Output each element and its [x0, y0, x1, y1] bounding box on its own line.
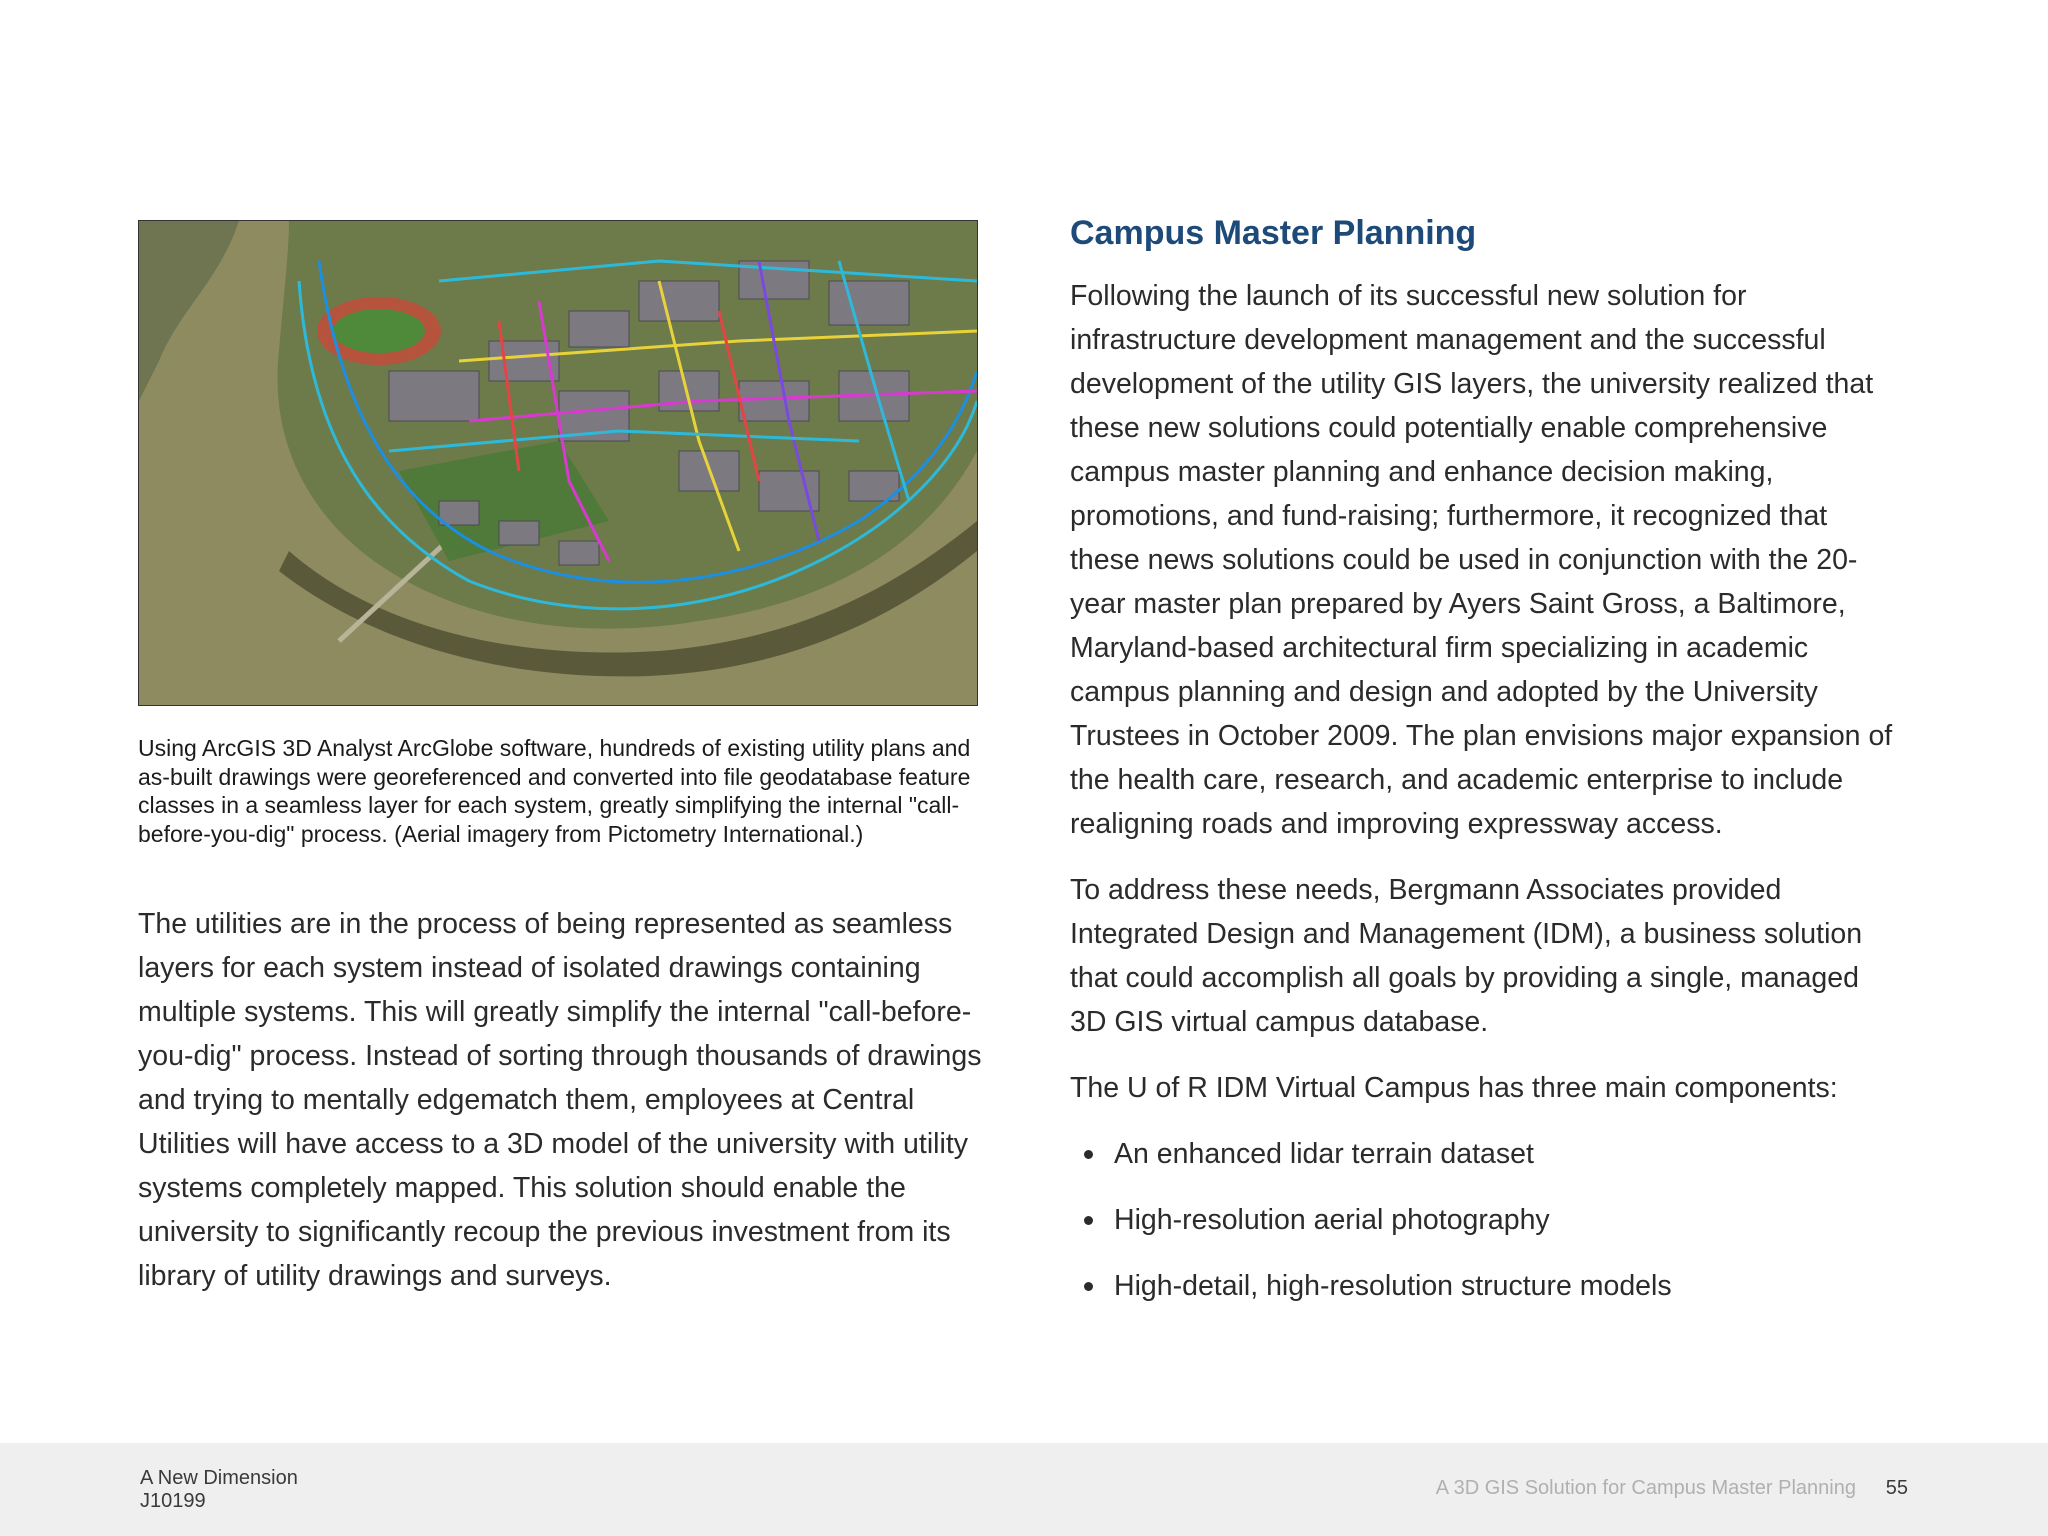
left-body-paragraph: The utilities are in the process of being represented as seamless layers for each system instead of isolated drawings containing multiple systems. This will greatly simplify the internal "call-before-you-dig" process. Instead of sorting through thousands of drawings and trying to mentally edgematch them, employees at Central Utilities will have access to a 3D model of the university with utility systems completely mapped. This solution should enable the university to significantly recoup the previous investment from its library of utility drawings and surveys.	[138, 908, 982, 1292]
page-number: 55	[1885, 1477, 1908, 1499]
footer-book-info	[140, 1467, 298, 1513]
list-item-text: High-detail, high-resolution structure models	[1114, 1270, 1672, 1302]
campus-3d-utility-map	[139, 221, 977, 705]
paragraph-master-plan: Following the launch of its successful new solution for infrastructure development management and the successful development of the utility GIS layers, the university realized that these new solutions could potentially enable comprehensive campus master planning and enhance decision making, promotions, and fund-raising; furthermore, it recognized that these news solutions could be used in conjunction with the 20-year master plan prepared by Ayers Saint Gross, a Baltimore, Maryland-based architectural firm specializing in academic campus planning and design and adopted by the University Trustees in October 2009. The plan envisions major expansion of the health care, research, and academic enterprise to include realigning roads and improving expressway access.	[1070, 280, 1893, 840]
right-column	[1070, 210, 1900, 1330]
paragraph-idm: To address these needs, Bergmann Associates provided Integrated Design and Management (IDM), a business solution that could accomplish all goals by providing a single, managed 3D GIS virtual campus database.	[1070, 874, 1863, 1038]
bullet-icon	[1084, 1282, 1093, 1291]
stadium-field	[333, 309, 425, 353]
list-item	[1070, 1264, 1900, 1308]
footer-book-title: A New Dimension	[140, 1467, 298, 1489]
list-item-text: An enhanced lidar terrain dataset	[1114, 1138, 1534, 1170]
list-item	[1070, 1132, 1900, 1176]
page-footer	[0, 1443, 2048, 1536]
bullet-icon	[1084, 1150, 1093, 1159]
paragraph-components-intro: The U of R IDM Virtual Campus has three main components:	[1070, 1072, 1838, 1104]
components-list	[1070, 1132, 1900, 1308]
footer-code: J10199	[140, 1490, 206, 1512]
list-item-text: High-resolution aerial photography	[1114, 1204, 1550, 1236]
list-item	[1070, 1198, 1900, 1242]
figure-caption: Using ArcGIS 3D Analyst ArcGlobe software, hundreds of existing utility plans and as-built drawings were georeferenced and converted into file geodatabase feature classes in a seamless layer for each system, greatly simplifying the internal "call-before-you-dig" process. (Aerial imagery from Pictometry International.)	[138, 735, 971, 847]
bullet-icon	[1084, 1216, 1093, 1225]
section-heading: Campus Master Planning	[1070, 214, 1477, 252]
footer-chapter-title: A 3D GIS Solution for Campus Master Planning	[1435, 1477, 1856, 1499]
aerial-campus-image	[138, 220, 978, 706]
